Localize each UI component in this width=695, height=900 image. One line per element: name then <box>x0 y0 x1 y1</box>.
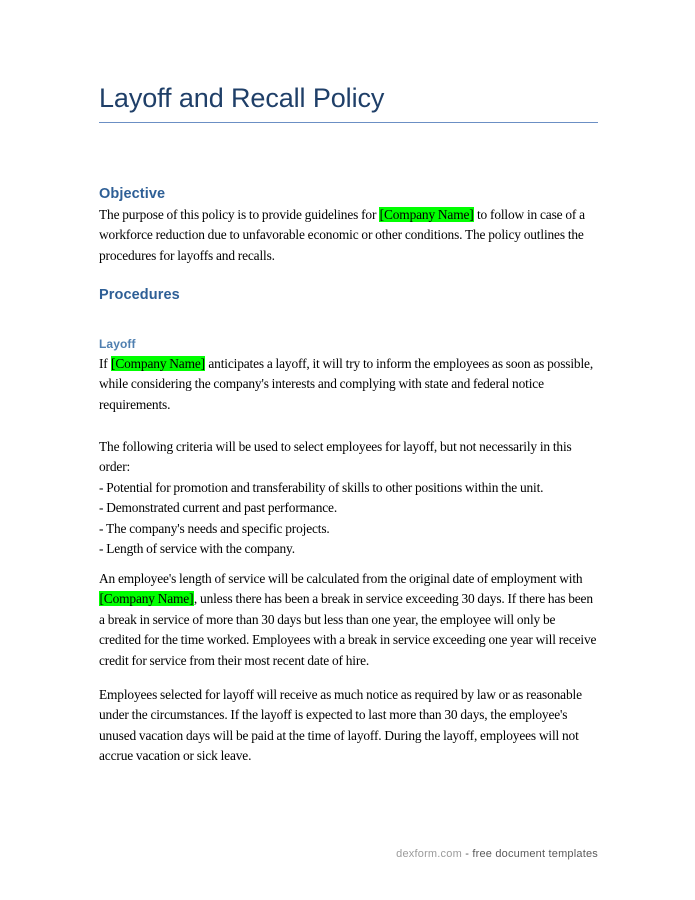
criteria-item-1: - Potential for promotion and transferability of skills to other positions within the unit. <box>99 479 544 495</box>
layoff-text-before: If <box>99 356 111 371</box>
length-of-service-block <box>99 569 598 671</box>
footer-tagline-text: - free document templates <box>465 848 598 860</box>
section-objective-body-block <box>99 205 598 266</box>
layoff-intro-paragraph <box>99 354 598 415</box>
company-name-placeholder-2: [Company Name] <box>111 356 205 371</box>
subsection-layoff-heading-block <box>99 337 598 352</box>
service-text-before: An employee's length of service will be calculated from the original date of employment with <box>99 571 583 586</box>
section-procedures-heading-block <box>99 287 598 304</box>
layoff-notice-block <box>99 685 598 767</box>
objective-paragraph <box>99 205 598 266</box>
layoff-criteria-block <box>99 437 598 559</box>
heading-procedures: Procedures <box>99 287 180 303</box>
criteria-item-4: - Length of service with the company. <box>99 541 295 557</box>
service-text-after: , unless there has been a break in service exceeding 30 days. If there has been a break in service of more than 30 days but less than one year, the employee will only be credited for the time worked. Employees with a break in service exceeding one year will receive credit for service from their most recent date of hire. <box>99 591 597 668</box>
company-name-placeholder-3: [Company Name] <box>99 591 194 607</box>
criteria-item-2: - Demonstrated current and past performance. <box>99 500 338 516</box>
footer-brand: dexform.com <box>396 848 462 860</box>
criteria-item-3: - The company's needs and specific projects. <box>99 520 330 536</box>
title-divider <box>99 122 598 123</box>
page-title: Layoff and Recall Policy <box>99 83 385 113</box>
page-footer <box>0 847 598 861</box>
section-objective-heading-block <box>99 186 598 203</box>
company-name-placeholder-1: [Company Name] <box>379 207 474 222</box>
objective-text-after: to follow in case of a workforce reduction due to unfavorable economic or other conditions. The policy outlines the procedures for layoffs and recalls. <box>99 207 585 263</box>
layoff-notice-paragraph: Employees selected for layoff will receive as much notice as required by law or as reasonable under the circumstances. If the layoff is expected to last more than 30 days, the employee's unused vacation days will be paid at the time of layoff. During the layoff, employees will not accrue vacation or sick leave. <box>99 687 582 764</box>
heading-layoff: Layoff <box>99 337 136 351</box>
criteria-intro: The following criteria will be used to select employees for layoff, but not necessarily in this order: <box>99 439 572 475</box>
heading-objective: Objective <box>99 186 166 202</box>
layoff-intro-block <box>99 354 598 415</box>
objective-text-before: The purpose of this policy is to provide guidelines for <box>99 207 380 222</box>
length-of-service-paragraph <box>99 569 598 671</box>
layoff-text-after: anticipates a layoff, it will try to inform the employees as soon as possible, while considering the company's interests and complying with state and federal notice requirements. <box>99 356 594 412</box>
